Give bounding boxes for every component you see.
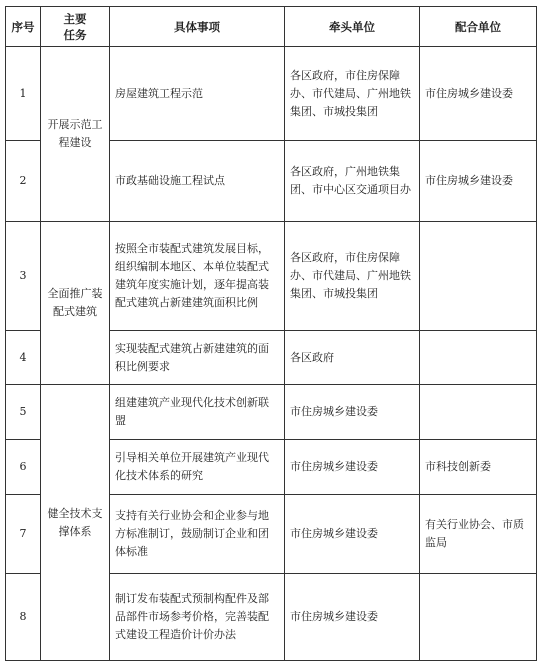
row-number: 3 (6, 222, 41, 331)
lead-unit-cell: 各区政府 (285, 331, 420, 385)
table-row (6, 385, 537, 440)
row-number: 4 (6, 331, 41, 385)
item-cell: 市政基础设施工程试点 (110, 141, 285, 222)
item-cell: 引导相关单位开展建筑产业现代化技术体系的研究 (110, 440, 285, 495)
table-row (6, 222, 537, 331)
lead-unit-cell: 各区政府，市住房保障办、市代建局、广州地铁集团、市城投集团 (285, 47, 420, 141)
coop-unit-cell (420, 331, 537, 385)
coop-unit-cell: 市科技创新委 (420, 440, 537, 495)
row-number: 1 (6, 47, 41, 141)
item-cell: 制订发布装配式预制构配件及部品部件市场参考价格，完善装配式建设工程造价计价办法 (110, 574, 285, 661)
header-item: 具体事项 (110, 7, 285, 47)
item-cell: 组建建筑产业现代化技术创新联盟 (110, 385, 285, 440)
header-task: 主要 任务 (41, 7, 110, 47)
header-lead: 牵头单位 (285, 7, 420, 47)
lead-unit-cell: 各区政府，市住房保障办、市代建局、广州地铁集团、市城投集团 (285, 222, 420, 331)
lead-unit-cell: 市住房城乡建设委 (285, 440, 420, 495)
item-cell: 房屋建筑工程示范 (110, 47, 285, 141)
lead-unit-cell: 市住房城乡建设委 (285, 495, 420, 574)
main-task: 开展示范工程建设 (41, 47, 110, 222)
header-row (6, 7, 537, 47)
coop-unit-cell (420, 385, 537, 440)
coop-unit-cell (420, 574, 537, 661)
header-num: 序号 (6, 7, 41, 47)
lead-unit-cell: 市住房城乡建设委 (285, 385, 420, 440)
task-table (5, 6, 537, 661)
row-number: 2 (6, 141, 41, 222)
coop-unit-cell: 市住房城乡建设委 (420, 47, 537, 141)
coop-unit-cell: 有关行业协会、市质监局 (420, 495, 537, 574)
row-number: 7 (6, 495, 41, 574)
item-cell: 按照全市装配式建筑发展目标，组织编制本地区、本单位装配式建筑年度实施计划，逐年提高装配式建筑占新建建筑面积比例 (110, 222, 285, 331)
item-cell: 支持有关行业协会和企业参与地方标准制订，鼓励制订企业和团体标准 (110, 495, 285, 574)
lead-unit-cell: 市住房城乡建设委 (285, 574, 420, 661)
lead-unit-cell: 各区政府，广州地铁集团、市中心区交通项目办 (285, 141, 420, 222)
row-number: 6 (6, 440, 41, 495)
main-task: 健全技术支撑体系 (41, 385, 110, 661)
item-cell: 实现装配式建筑占新建建筑的面积比例要求 (110, 331, 285, 385)
row-number: 8 (6, 574, 41, 661)
main-task: 全面推广装配式建筑 (41, 222, 110, 385)
coop-unit-cell (420, 222, 537, 331)
table-row (6, 47, 537, 141)
header-coop: 配合单位 (420, 7, 537, 47)
row-number: 5 (6, 385, 41, 440)
coop-unit-cell: 市住房城乡建设委 (420, 141, 537, 222)
